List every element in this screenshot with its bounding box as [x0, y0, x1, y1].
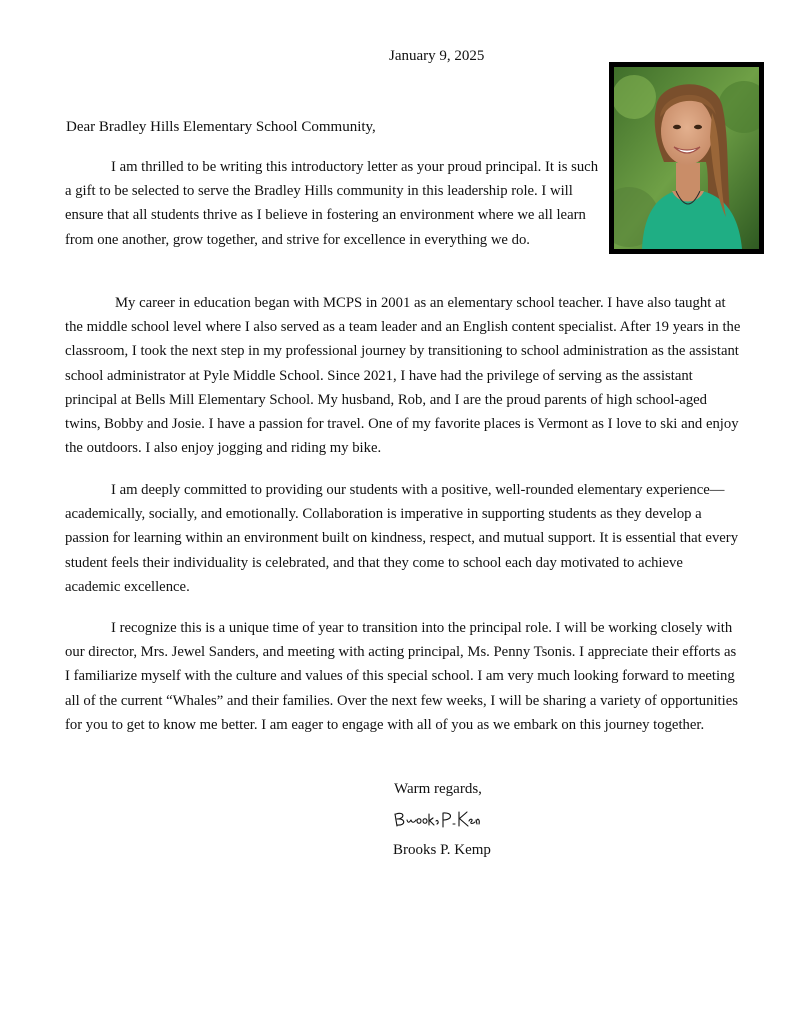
paragraph-commitment: I am deeply committed to providing our students with a positive, well-rounded elementary experience—academically, socially, and emotionally. Collaboration is imperative in supporting students as they develop a passion for learning within an environment built on kindness, respect, and mutual support. It is essential that every student feels their individuality is celebrated, and that they come to school each day motivated to achieve academic excellence.: [65, 482, 739, 595]
letter-date: January 9, 2025: [389, 48, 485, 64]
salutation: Dear Bradley Hills Elementary School Community,: [66, 119, 376, 135]
principal-portrait-image: [614, 67, 759, 249]
signature-image: [393, 808, 481, 830]
paragraph-intro: I am thrilled to be writing this introductory letter as your proud principal. It is such a gift to be selected to serve the Bradley Hills community in this leadership role. I will ensure that all students thrive as I believe in fostering an environment where we all learn from one another, grow together, and strive for excellence in everything we do.: [65, 159, 599, 248]
closing: Warm regards,: [394, 781, 482, 797]
principal-photo: [609, 62, 764, 254]
signer-name: Brooks P. Kemp: [393, 842, 491, 858]
handwritten-signature: [393, 808, 481, 830]
paragraph-transition: I recognize this is a unique time of year to transition into the principal role. I will be working closely with our director, Mrs. Jewel Sanders, and meeting with acting principal, Ms. Penny Tsonis. I appreciate their efforts as I familiarize myself with the culture and values of this special school. I am very much looking forward to meeting all of the current “Whales” and their families. Over the next few weeks, I will be sharing a variety of opportunities for you to get to know me better. I am eager to engage with all of you as we embark on this journey together.: [65, 620, 738, 733]
paragraph-career: My career in education began with MCPS in 2001 as an elementary school teacher. I have also taught at the middle school level where I also served as a team leader and an English content specialist. After 19 years in the classroom, I took the next step in my professional journey by transitioning to school administration as the assistant school administrator at Pyle Middle School. Since 2021, I have had the privilege of serving as the assistant principal at Bells Mill Elementary School. My husband, Rob, and I are the proud parents of high school-aged twins, Bobby and Josie. I have a passion for travel. One of my favorite places is Vermont as I love to ski and enjoy the outdoors. I also enjoy jogging and riding my bike.: [65, 295, 741, 457]
